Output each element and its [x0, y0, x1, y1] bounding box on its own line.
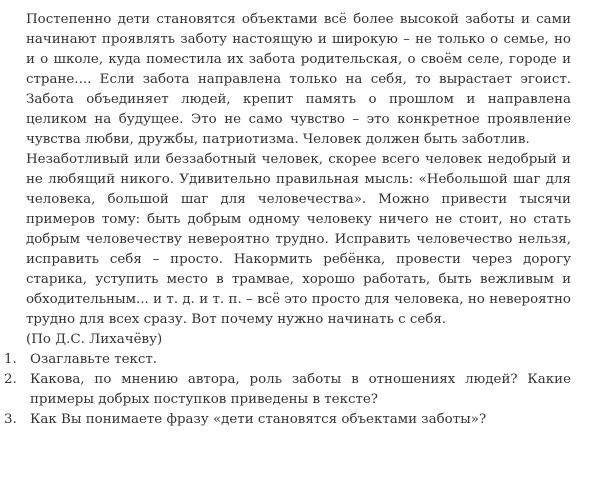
- passage-line: Незаботливый или беззаботный человек, скорее всего человек недобрый и: [26, 152, 571, 167]
- passage-line: чувства любви, дружбы, патриотизма. Человек должен быть заботлив.: [26, 132, 530, 147]
- passage-line: обходительным... и т. д. и т. п. – всё это просто для человека, но невероятно: [26, 292, 571, 307]
- question-text: Какова, по мнению автора, роль заботы в отношениях людей? Какие: [30, 372, 571, 387]
- question-number: 1.: [4, 352, 17, 367]
- passage-line: старика, уступить место в трамвае, хорошо работать, быть вежливым и: [26, 272, 571, 287]
- passage-line: исправить себя – просто. Накормить ребёнка, провести через дорогу: [26, 252, 571, 267]
- passage-line: и о школе, куда поместила их забота родительская, о своём селе, городе и: [26, 52, 571, 67]
- passage-line: стране.... Если забота направлена только на себя, то вырастает эгоист.: [26, 72, 571, 87]
- passage-line: целиком на будущее. Это не само чувство – это конкретное проявление: [26, 112, 571, 127]
- passage-line: начинают проявлять заботу настоящую и широкую – не только о семье, но: [26, 32, 571, 47]
- question-text: примеры добрых поступков приведены в тексте?: [30, 392, 378, 407]
- passage-line: примеров тому: быть добрым одному человеку ничего не стоит, но стать: [26, 212, 571, 227]
- passage-line: трудно для всех сразу. Вот почему нужно начинать с себя.: [26, 312, 447, 327]
- passage-line: Постепенно дети становятся объектами всё более высокой заботы и сами: [26, 12, 571, 27]
- question-text: Озаглавьте текст.: [30, 352, 158, 367]
- question-number: 2.: [4, 372, 17, 387]
- passage-line: добрым человечеству невероятно трудно. Исправить человечество нельзя,: [26, 232, 571, 247]
- question-number: 3.: [4, 412, 17, 427]
- passage-line: Забота объединяет людей, крепит память о прошлом и направлена: [26, 92, 571, 107]
- question-text: Как Вы понимаете фразу «дети становятся объектами заботы»?: [30, 412, 487, 427]
- source-attribution: (По Д.С. Лихачёву): [26, 332, 163, 347]
- passage-line: человека, большой шаг для человечества». Можно привести тысячи: [26, 192, 571, 207]
- passage-line: не любящий никого. Удивительно правильная мысль: «Небольшой шаг для: [26, 172, 571, 187]
